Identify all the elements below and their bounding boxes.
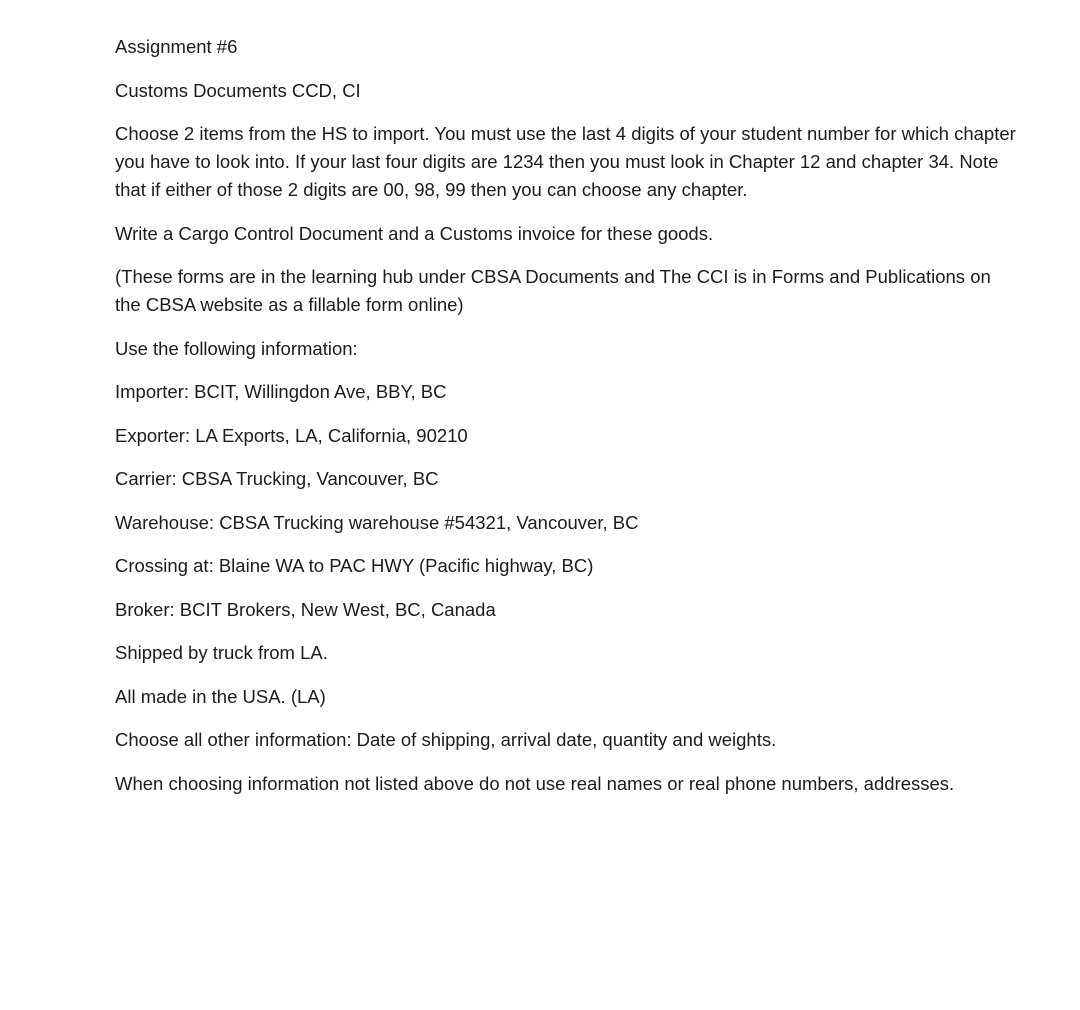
crossing-line: Crossing at: Blaine WA to PAC HWY (Pacific highway, BC) — [115, 555, 594, 576]
privacy-note-line: When choosing information not listed above do not use real names or real phone numbers, addresses. — [115, 772, 955, 794]
info-intro: Use the following information: — [115, 337, 358, 359]
instructions-paragraph: Choose 2 items from the HS to import. You must use the last 4 digits of your student number for which chapter you have to look into. If your last four digits are 1234 then you must look in Chapter 12 and chapter 34. Note that if either of those 2 digits are 00, 98, 99 then you can choose any chapter. — [115, 123, 1016, 200]
broker-line: Broker: BCIT Brokers, New West, BC, Canada — [115, 598, 496, 620]
exporter-line: Exporter: LA Exports, LA, California, 90210 — [115, 424, 468, 446]
importer-line: Importer: BCIT, Willingdon Ave, BBY, BC — [115, 381, 447, 402]
assignment-title: Assignment #6 — [115, 36, 238, 57]
task-paragraph: Write a Cargo Control Document and a Customs invoice for these goods. — [115, 222, 714, 244]
shipped-line: Shipped by truck from LA. — [115, 642, 328, 663]
origin-line: All made in the USA. (LA) — [115, 685, 326, 707]
warehouse-line: Warehouse: CBSA Trucking warehouse #54321, Vancouver, BC — [115, 511, 639, 533]
subtitle-customs-documents: Customs Documents CCD, CI — [115, 79, 361, 101]
forms-note-paragraph: (These forms are in the learning hub under CBSA Documents and The CCI is in Forms and Publications on the CBSA website as a fillable form online) — [115, 266, 991, 315]
carrier-line: Carrier: CBSA Trucking, Vancouver, BC — [115, 468, 439, 489]
other-info-line: Choose all other information: Date of shipping, arrival date, quantity and weights. — [115, 729, 777, 750]
